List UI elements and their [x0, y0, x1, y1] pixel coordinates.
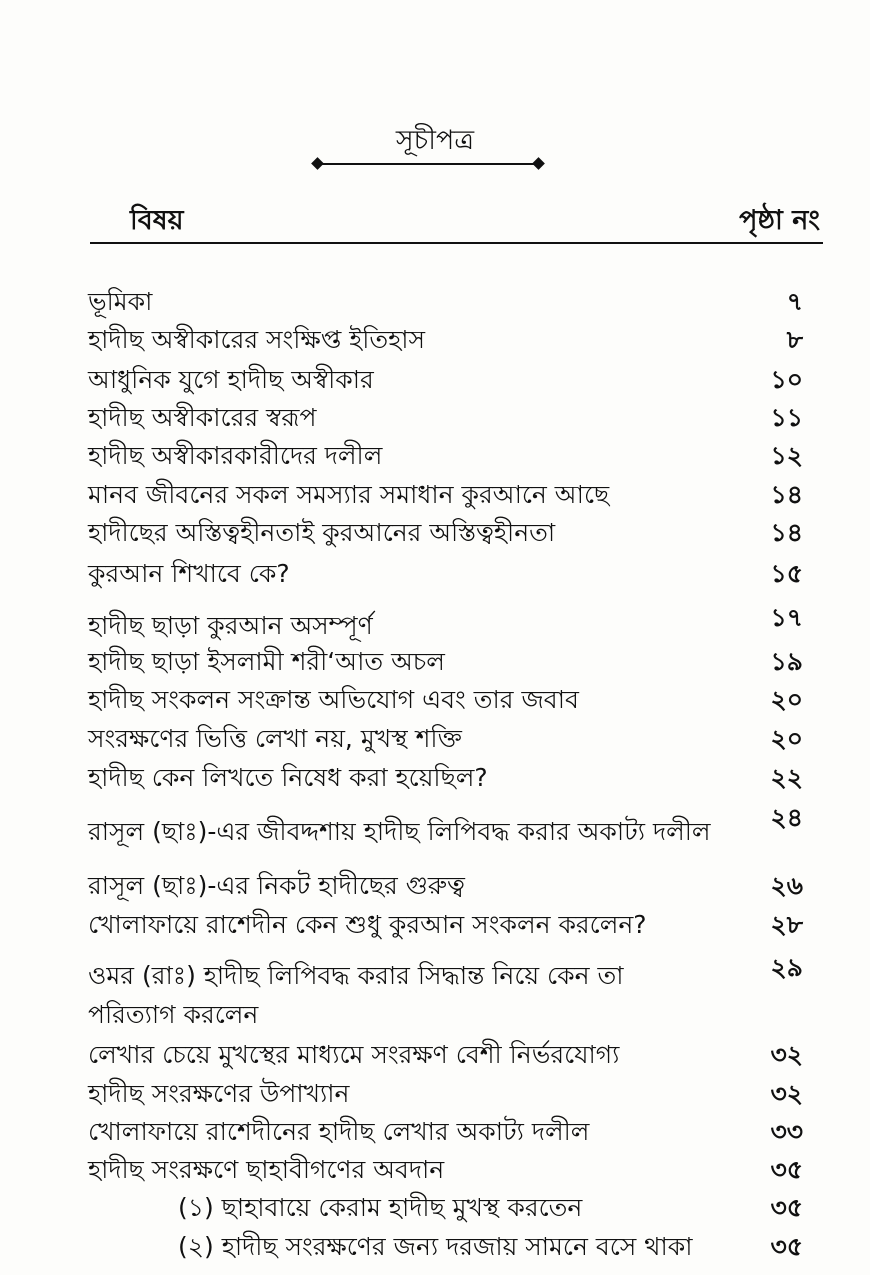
toc-page-number: ১৫	[770, 559, 803, 588]
toc-entry[interactable]	[88, 760, 803, 796]
toc-entry[interactable]	[88, 907, 803, 943]
toc-page-number: ৩৫	[770, 1193, 803, 1222]
toc-topic: হাদীছের অস্তিত্বহীনতাই কুরআনের অস্তিত্বহীনতা	[88, 518, 556, 547]
toc-topic: রাসূল (ছাঃ)-এর নিকট হাদীছের গুরুত্ব	[88, 871, 465, 900]
toc-page-number: ৩৫	[770, 1232, 803, 1261]
toc-topic: হাদীছ সংরক্ষণে ছাহাবীগণের অবদান	[88, 1155, 445, 1184]
toc-entry[interactable]	[88, 1114, 803, 1150]
toc-topic: কুরআন শিখাবে কে?	[88, 559, 290, 588]
toc-page-number: ৩৫	[770, 1155, 803, 1184]
diamond-right-icon	[532, 157, 545, 170]
toc-page-number: ১০	[770, 365, 803, 394]
toc-topic: হাদীছ সংরক্ষণের উপাখ্যান	[88, 1079, 350, 1108]
toc-entry[interactable]	[88, 1076, 803, 1112]
toc-entry[interactable]	[88, 362, 803, 398]
toc-page-number: ২০	[770, 685, 803, 714]
toc-entry[interactable]	[88, 477, 803, 513]
toc-topic: হাদীছ অস্বীকারের সংক্ষিপ্ত ইতিহাস	[88, 325, 426, 354]
toc-entry[interactable]	[88, 644, 803, 680]
toc-page-number: ২০	[770, 724, 803, 753]
toc-entry[interactable]	[88, 438, 803, 474]
title-ornament	[310, 156, 546, 172]
toc-page-number: ৭	[786, 287, 803, 316]
toc-page-number: ৮	[786, 325, 803, 354]
toc-page-number: ১৯	[770, 647, 803, 676]
toc-topic: হাদীছ সংকলন সংক্রান্ত অভিযোগ এবং তার জবাব	[88, 685, 579, 714]
toc-topic: ভূমিকা	[88, 287, 153, 316]
toc-topic: (১) ছাহাবায়ে কেরাম হাদীছ মুখস্থ করতেন	[178, 1193, 583, 1222]
page-title: সূচীপত্র	[395, 125, 475, 156]
toc-topic: (২) হাদীছ সংরক্ষণের জন্য দরজায় সামনে বসে থাকা	[178, 1232, 693, 1261]
toc-entry[interactable]	[88, 682, 803, 718]
toc-page-number: ৩২	[770, 1079, 803, 1108]
toc-page-number: ১৪	[770, 480, 803, 509]
toc-entry[interactable]	[88, 556, 803, 592]
toc-topic: হাদীছ অস্বীকারকারীদের দলীল	[88, 441, 383, 470]
toc-page-number: ২৪	[770, 803, 803, 832]
toc-topic: রাসূল (ছাঃ)-এর জীবদ্দশায় হাদীছ লিপিবদ্ধ করার অকাট্য দলীল	[88, 817, 711, 846]
toc-entry[interactable]	[88, 950, 803, 990]
toc-subentry[interactable]	[88, 1229, 803, 1265]
toc-page-number: ১৭	[770, 603, 803, 632]
toc-topic: খোলাফায়ে রাশেদীন কেন শুধু কুরআন সংকলন করলেন?	[88, 910, 647, 939]
toc-entry[interactable]	[88, 868, 803, 904]
toc-page-number: ৩২	[770, 1040, 803, 1069]
toc-entry[interactable]	[88, 322, 803, 358]
toc-entry-continuation[interactable]	[88, 997, 803, 1033]
toc-entry[interactable]	[88, 515, 803, 551]
toc-topic: পরিত্যাগ করলেন	[88, 1000, 259, 1029]
toc-topic: লেখার চেয়ে মুখস্থের মাধ্যমে সংরক্ষণ বেশী নির্ভরযোগ্য	[88, 1040, 620, 1069]
toc-entry[interactable]	[88, 800, 803, 846]
toc-entry[interactable]	[88, 284, 803, 320]
ornament-line	[318, 163, 538, 165]
toc-topic: হাদীছ কেন লিখতে নিষেধ করা হয়েছিল?	[88, 763, 488, 792]
toc-page-number: ২৮	[770, 910, 803, 939]
toc-page-number: ৩৩	[770, 1117, 803, 1146]
header-rule	[90, 242, 823, 244]
toc-topic: ওমর (রাঃ) হাদীছ লিপিবদ্ধ করার সিদ্ধান্ত নিয়ে কেন তা	[88, 961, 624, 990]
toc-topic: আধুনিক যুগে হাদীছ অস্বীকার	[88, 365, 374, 394]
page-column-header: পৃষ্ঠা নং	[739, 205, 820, 236]
toc-entry[interactable]	[88, 400, 803, 436]
subject-column-header: বিষয়	[130, 205, 184, 236]
toc-entry[interactable]	[88, 1037, 803, 1073]
toc-page-number: ১৪	[770, 518, 803, 547]
toc-topic: হাদীছ ছাড়া কুরআন অসম্পূর্ণ	[88, 611, 373, 640]
toc-page-number: ২৯	[770, 953, 803, 982]
diamond-left-icon	[311, 157, 324, 170]
toc-topic: সংরক্ষণের ভিত্তি লেখা নয়, মুখস্থ শক্তি	[88, 724, 462, 753]
toc-page-number: ১২	[770, 441, 803, 470]
toc-page-number: ২৬	[770, 871, 803, 900]
toc-entry[interactable]	[88, 721, 803, 757]
toc-page-number: ১১	[770, 403, 803, 432]
toc-subentry[interactable]	[88, 1190, 803, 1226]
toc-page-number: ২২	[770, 763, 803, 792]
toc-topic: হাদীছ অস্বীকারের স্বরূপ	[88, 403, 317, 432]
toc-entry[interactable]	[88, 1152, 803, 1188]
toc-entry[interactable]	[88, 600, 803, 640]
toc-topic: মানব জীবনের সকল সমস্যার সমাধান কুরআনে আছে	[88, 480, 610, 509]
toc-topic: হাদীছ ছাড়া ইসলামী শরী‘আত অচল	[88, 647, 445, 676]
toc-topic: খোলাফায়ে রাশেদীনের হাদীছ লেখার অকাট্য দলীল	[88, 1117, 590, 1146]
